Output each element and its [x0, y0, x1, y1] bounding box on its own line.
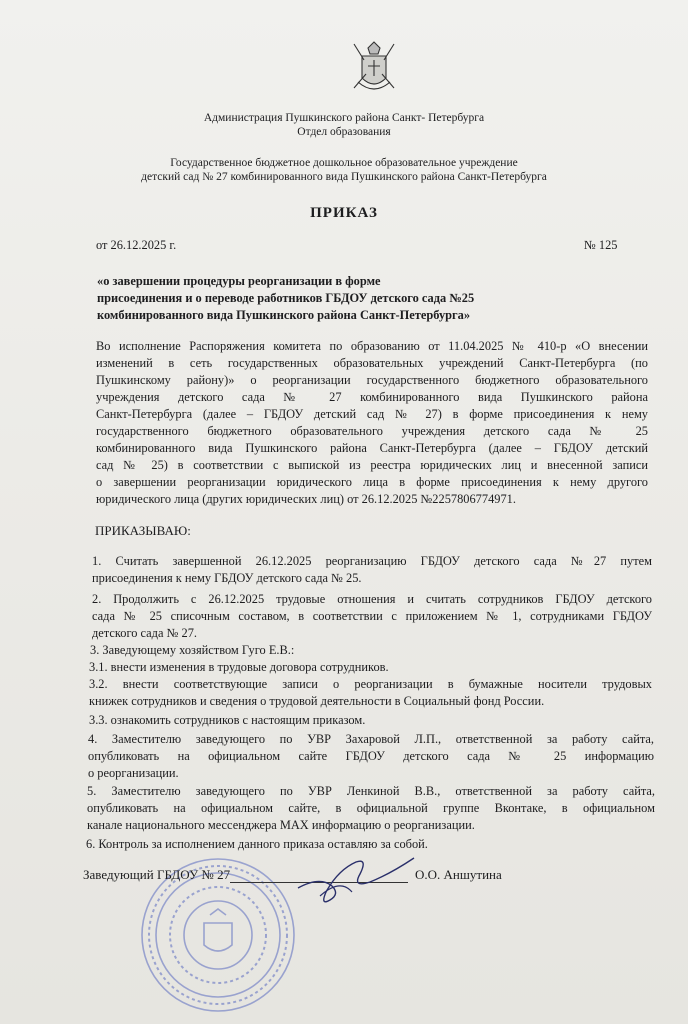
preamble-line: учреждения детского сада № 27 комбинированного вида Пушкинского района [96, 390, 648, 404]
order-item: опубликовать на официальном сайте ГБДОУ детского сада № 25 информацию [88, 749, 654, 763]
organization-line-2: детский сад № 27 комбинированного вида Пушкинского района Санкт-Петербурга [141, 171, 547, 183]
signature-role: Заведующий ГБДОУ № 27 [83, 867, 231, 882]
handwritten-signature [290, 848, 420, 918]
order-item: детского сада № 27. [92, 626, 197, 640]
order-item: 4. Заместителю заведующего по УВР Захаровой Л.П., ответственной за работу сайта, [88, 732, 654, 746]
preamble-line: сад № 25) в соответствии с выпиской из реестра юридических лиц и внесенной записи [96, 458, 648, 472]
order-item: 5. Заместителю заведующего по УВР Ленкиной В.В., ответственной за работу сайта, [87, 784, 655, 798]
organization-line-1: Государственное бюджетное дошкольное образовательное учреждение [170, 157, 518, 169]
department-name: Отдел образования [297, 126, 391, 138]
admin-name: Администрация Пушкинского района Санкт- Петербурга [203, 112, 485, 124]
order-date: от 26.12.2025 г. [96, 238, 177, 252]
preamble-line: Во исполнение Распоряжения комитета по образованию от 11.04.2025 № 410-р «О внесении [96, 339, 648, 353]
preamble-line: Санкт-Петербурга (далее – ГБДОУ детский сад № 27) в форме присоединения к нему [96, 407, 648, 421]
order-item: опубликовать на официальном сайте, в официальной группе Вконтаке, в официальном [87, 801, 655, 815]
preamble-line: изменений в сеть государственных образовательных учреждений Санкт-Петербурга (по [96, 356, 648, 370]
order-item: о реорганизации. [88, 766, 179, 780]
order-item: 3.2. внести соответствующие записи о реорганизации в бумажные носители трудовых [89, 677, 652, 691]
order-word: ПРИКАЗЫВАЮ: [95, 523, 191, 538]
preamble-line: комбинированного вида Пушкинского района Санкт-Петербурга (далее – ГБДОУ детский [96, 441, 648, 455]
order-item: сада № 25 списочным составом, в соответствии с приложением № 1, сотрудниками ГБДОУ [92, 609, 652, 623]
order-number: № 125 [584, 238, 618, 252]
document-title: ПРИКАЗ [310, 205, 378, 221]
coat-of-arms-emblem [348, 38, 400, 96]
subject-line: комбинированного вида Пушкинского района Санкт-Петербурга» [97, 308, 471, 322]
order-item: 1. Считать завершенной 26.12.2025 реорганизацию ГБДОУ детского сада №27 путем [92, 554, 652, 568]
order-item: книжек сотрудников и сведения о трудовой деятельности в Социальный фонд России. [89, 694, 545, 708]
signature-name: О.О. Аншутина [415, 867, 502, 882]
order-item: 3.1. внести изменения в трудовые договора сотрудников. [89, 660, 389, 674]
preamble-line: юридического лица (других юридических лиц) от 26.12.2025 №2257806774971. [96, 492, 516, 506]
order-item: 3.3. ознакомить сотрудников с настоящим приказом. [89, 713, 366, 727]
order-item: присоединения к нему ГБДОУ детского сада № 25. [92, 571, 362, 585]
subject-line: «о завершении процедуры реорганизации в форме [97, 274, 381, 288]
order-item: 6. Контроль за исполнением данного приказа оставляю за собой. [86, 837, 428, 851]
order-item: 2. Продолжить с 26.12.2025 трудовые отношения и считать сотрудников ГБДОУ детского [92, 592, 652, 606]
preamble-line: Пушкинскому району)» о реорганизации государственного бюджетного образовательного [96, 373, 648, 387]
preamble-line: о завершении реорганизации юридического лица в форме присоединения к нему другого [96, 475, 648, 489]
subject-line: присоединения и о переводе работников ГБДОУ детского сада №25 [97, 291, 475, 305]
order-item: канале национального мессенджера MAX информацию о реорганизации. [87, 818, 475, 832]
order-item: 3. Заведующему хозяйством Гуго Е.В.: [90, 643, 295, 657]
preamble-line: государственного бюджетного образовательного учреждения детского сада № 25 [96, 424, 648, 438]
